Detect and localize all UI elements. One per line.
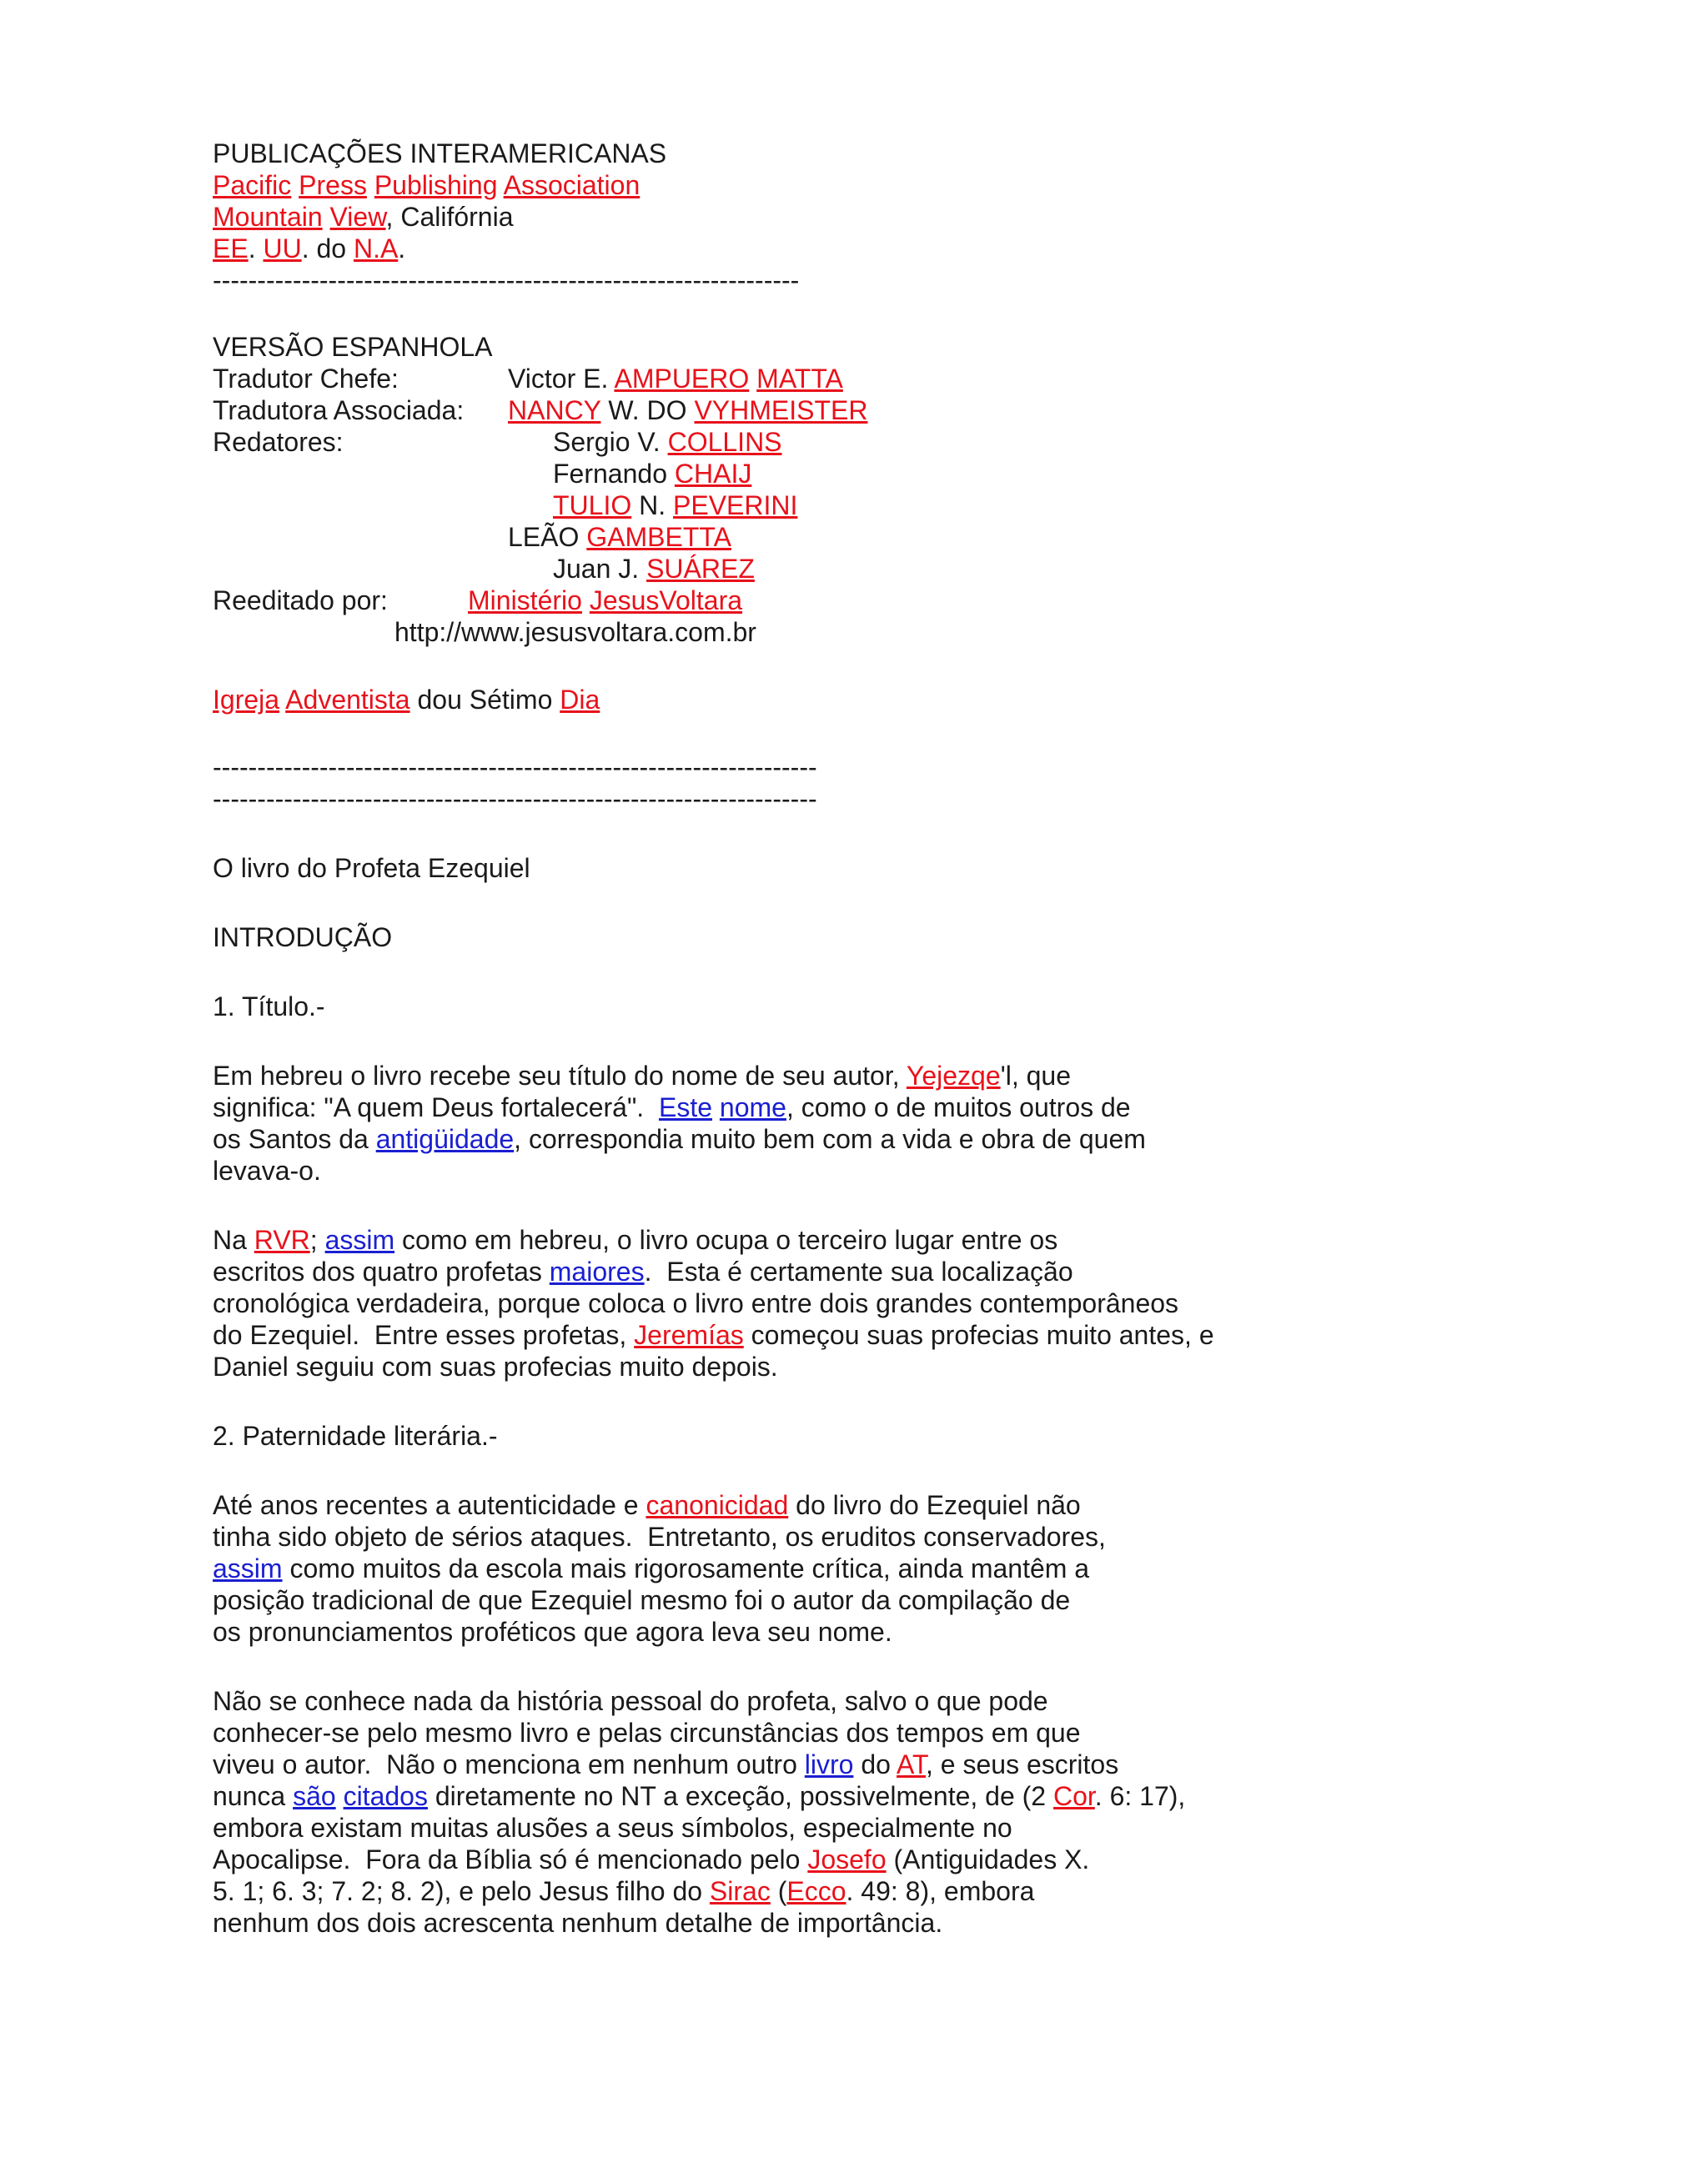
text: escritos dos quatro profetas: [213, 1257, 550, 1287]
link-gambetta[interactable]: GAMBETTA: [586, 522, 731, 552]
text: [712, 1092, 720, 1122]
link-ee[interactable]: EE: [213, 233, 249, 263]
section-heading-text: 1. Título.-: [213, 991, 325, 1021]
dot: .: [248, 233, 256, 263]
p3-line-2: [213, 1521, 1106, 1553]
text: (: [770, 1876, 787, 1906]
link-cor[interactable]: Cor: [1052, 1781, 1095, 1811]
editor-mid: N.: [631, 490, 674, 520]
p2-line-3: [213, 1287, 1178, 1319]
text: , correspondia muito bem com a vida e obra de quem: [514, 1124, 1146, 1154]
dot: .: [398, 233, 406, 263]
version-title: VERSÃO ESPANHOLA: [213, 332, 493, 362]
label-text: Reeditado por:: [213, 585, 388, 615]
p3-line-4: [213, 1584, 1070, 1616]
link-assim-2[interactable]: assim: [213, 1553, 283, 1583]
text: posição tradicional de que Ezequiel mesmo foi o autor da compilação de: [213, 1585, 1071, 1615]
text: diretamente no NT a exceção, possivelmente, de (2: [427, 1781, 1053, 1811]
text: conhecer-se pelo mesmo livro e pelas circunstâncias dos tempos em que: [213, 1718, 1081, 1748]
link-tulio[interactable]: TULIO: [553, 490, 632, 520]
p4-line-5: [213, 1812, 1012, 1844]
rule-text: ------------------------------------------------------------------: [213, 265, 800, 295]
publisher-name: PUBLICAÇÕES INTERAMERICANAS: [213, 138, 667, 168]
country-line: [213, 233, 405, 264]
p1-line-3: [213, 1123, 1146, 1155]
link-publishing[interactable]: Publishing: [374, 170, 498, 200]
text: embora existam muitas alusões a seus símbolos, especialmente no: [213, 1813, 1012, 1843]
link-at[interactable]: AT: [897, 1749, 926, 1779]
editor-prefix: Sergio V.: [553, 427, 668, 457]
text: como muitos da escola mais rigorosamente crítica, ainda mantêm a: [282, 1553, 1090, 1583]
link-pacific[interactable]: Pacific: [213, 170, 292, 200]
link-suarez[interactable]: SUÁREZ: [646, 554, 755, 584]
church-mid: dou Sétimo: [409, 685, 560, 715]
link-jeremias[interactable]: Jeremías: [634, 1320, 744, 1350]
text: Apocalipse. Fora da Bíblia só é mencionado pelo: [213, 1844, 808, 1874]
link-sao[interactable]: são: [293, 1781, 336, 1811]
version-line: [213, 331, 493, 363]
link-livro[interactable]: livro: [804, 1749, 854, 1779]
assoc-value: [508, 394, 867, 426]
link-press[interactable]: Press: [299, 170, 367, 200]
url-line: [394, 616, 756, 648]
link-dia[interactable]: Dia: [560, 685, 600, 715]
link-nome[interactable]: nome: [719, 1092, 786, 1122]
text: 5. 1; 6. 3; 7. 2; 8. 2), e pelo Jesus filho do: [213, 1876, 710, 1906]
editor-prefix: Juan J.: [553, 554, 647, 584]
city-rest: , Califórnia: [385, 202, 514, 232]
p1-line-4: [213, 1155, 321, 1187]
p2-line-2: [213, 1256, 1073, 1287]
link-nancy[interactable]: NANCY: [508, 395, 601, 425]
text: 'l, que: [1000, 1061, 1072, 1091]
text: os pronunciamentos proféticos que agora leva seu nome.: [213, 1617, 892, 1647]
link-igreja[interactable]: Igreja: [213, 685, 280, 715]
p3-line-5: [213, 1616, 892, 1648]
church-line: [213, 684, 600, 715]
label-text: Redatores:: [213, 427, 344, 457]
country-do: . do: [301, 233, 354, 263]
text: do Ezequiel. Entre esses profetas,: [213, 1320, 635, 1350]
publisher-association-line: [213, 169, 640, 201]
link-peverini[interactable]: PEVERINI: [673, 490, 798, 520]
link-view[interactable]: View: [329, 202, 386, 232]
p4-line-3: [213, 1749, 1118, 1780]
editor-suarez: [553, 553, 755, 585]
text: significa: "A quem Deus fortalecerá".: [213, 1092, 659, 1122]
editor-gambetta: [508, 521, 731, 553]
assoc-label: [213, 394, 464, 426]
link-adventista[interactable]: Adventista: [285, 685, 410, 715]
editor-peverini: [553, 489, 797, 521]
text: nunca: [213, 1781, 294, 1811]
p2-line-5: [213, 1351, 778, 1383]
link-sirac[interactable]: Sirac: [709, 1876, 771, 1906]
p2-line-1: [213, 1224, 1057, 1256]
link-collins[interactable]: COLLINS: [667, 427, 782, 457]
text: . 49: 8), embora: [846, 1876, 1035, 1906]
link-na[interactable]: N.A: [353, 233, 399, 263]
text: (Antiguidades X.: [886, 1844, 1090, 1874]
section-heading-2: [213, 1420, 498, 1452]
editor-chaij: [553, 458, 751, 489]
link-uu[interactable]: UU: [263, 233, 302, 263]
reedit-value: [468, 585, 742, 616]
p1-line-2: [213, 1092, 1131, 1123]
link-maiores[interactable]: maiores: [549, 1257, 645, 1287]
text: , como o de muitos outros de: [786, 1092, 1131, 1122]
link-yejezqe[interactable]: Yejezqe: [906, 1061, 1001, 1091]
link-association[interactable]: Association: [503, 170, 640, 200]
intro-text: INTRODUÇÃO: [213, 922, 393, 952]
book-title-text: O livro do Profeta Ezequiel: [213, 853, 530, 883]
link-assim[interactable]: assim: [324, 1225, 395, 1255]
text: do: [853, 1749, 897, 1779]
rule-text: --------------------------------------------------------------------: [213, 784, 817, 814]
text: Na: [213, 1225, 254, 1255]
link-ampuero[interactable]: AMPUERO: [614, 364, 750, 394]
text: Em hebreu o livro recebe seu título do nome de seu autor,: [213, 1061, 907, 1091]
link-mountain[interactable]: Mountain: [213, 202, 323, 232]
book-title: [213, 852, 530, 884]
assoc-mid: W. DO: [600, 395, 695, 425]
text: levava-o.: [213, 1156, 321, 1186]
link-ministerio[interactable]: Ministério: [468, 585, 582, 615]
text: tinha sido objeto de sérios ataques. Entretanto, os eruditos conservadores,: [213, 1522, 1106, 1552]
publisher-line: [213, 138, 666, 169]
link-jesusvoltara[interactable]: JesusVoltara: [589, 585, 743, 615]
p2-line-4: [213, 1319, 1214, 1351]
text: [336, 1781, 344, 1811]
text: viveu o autor. Não o menciona em nenhum outro: [213, 1749, 805, 1779]
text: Daniel seguiu com suas profecias muito depois.: [213, 1352, 778, 1382]
p4-line-7: [213, 1875, 1034, 1907]
city-line: [213, 201, 514, 233]
link-antiguidade[interactable]: antigüidade: [375, 1124, 515, 1154]
intro-heading: [213, 921, 392, 953]
editor-prefix: Fernando: [553, 459, 675, 489]
p3-line-1: [213, 1489, 1081, 1521]
link-citados[interactable]: citados: [343, 1781, 428, 1811]
link-vyhmeister[interactable]: VYHMEISTER: [694, 395, 868, 425]
p4-line-6: [213, 1844, 1089, 1875]
editor-collins: [553, 426, 782, 458]
p4-line-8: [213, 1907, 942, 1939]
text: . Esta é certamente sua localização: [644, 1257, 1073, 1287]
text: , e seus escritos: [926, 1749, 1119, 1779]
reedit-label: [213, 585, 388, 616]
website-url: http://www.jesusvoltara.com.br: [394, 617, 756, 647]
rule-1: [213, 751, 817, 783]
link-este[interactable]: Este: [658, 1092, 712, 1122]
label-text: Tradutora Associada:: [213, 395, 465, 425]
text: como em hebreu, o livro ocupa o terceiro lugar entre os: [394, 1225, 1058, 1255]
link-rvr[interactable]: RVR: [254, 1225, 310, 1255]
section-heading-1: [213, 991, 325, 1022]
label-text: Tradutor Chefe:: [213, 364, 399, 394]
p4-line-1: [213, 1685, 1048, 1717]
text: os Santos da: [213, 1124, 376, 1154]
editors-label: [213, 426, 344, 458]
section-heading-text: 2. Paternidade literária.-: [213, 1421, 498, 1451]
text: Até anos recentes a autenticidade e: [213, 1490, 646, 1520]
text: começou suas profecias muito antes, e: [743, 1320, 1214, 1350]
text: cronológica verdadeira, porque coloca o livro entre dois grandes contemporâneos: [213, 1288, 1179, 1318]
header-rule: [213, 264, 799, 296]
rule-text: --------------------------------------------------------------------: [213, 752, 817, 782]
chief-value: [508, 363, 843, 394]
text: ;: [309, 1225, 325, 1255]
link-chaij[interactable]: CHAIJ: [674, 459, 752, 489]
chief-name-prefix: Victor E.: [508, 364, 615, 394]
link-josefo[interactable]: Josefo: [807, 1844, 887, 1874]
link-canonicidad[interactable]: canonicidad: [646, 1490, 789, 1520]
text: nenhum dos dois acrescenta nenhum detalhe de importância.: [213, 1908, 943, 1938]
p3-line-3: [213, 1553, 1089, 1584]
text: . 6: 17),: [1094, 1781, 1186, 1811]
p4-line-4: [213, 1780, 1185, 1812]
link-matta[interactable]: MATTA: [756, 364, 843, 394]
chief-label: [213, 363, 399, 394]
text: Não se conhece nada da história pessoal do profeta, salvo o que pode: [213, 1686, 1048, 1716]
rule-2: [213, 783, 817, 815]
p1-line-1: [213, 1060, 1071, 1092]
text: do livro do Ezequiel não: [788, 1490, 1081, 1520]
link-ecco[interactable]: Ecco: [786, 1876, 846, 1906]
p4-line-2: [213, 1717, 1081, 1749]
editor-prefix: LEÃO: [508, 522, 587, 552]
